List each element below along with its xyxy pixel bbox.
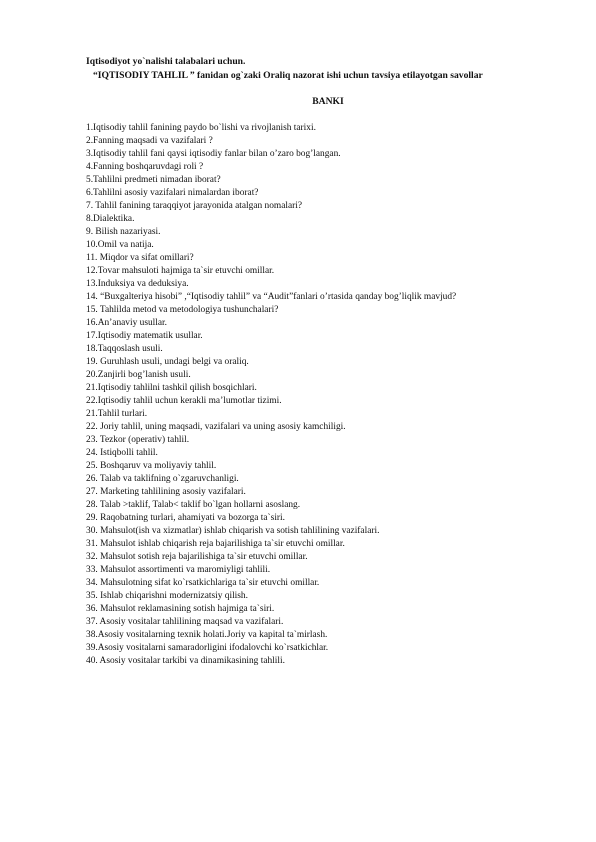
question-item: 14. “Buxgalteriya hisobi” ,“Iqtisodiy tahlil” va “Audit”fanlari o’rtasida qanday bog’liqlik mavjud? — [86, 292, 457, 302]
question-item: 30. Mahsulot(ish va xizmatlar) ishlab chiqarish va sotish tahlilining vazifalari. — [86, 526, 380, 536]
question-item: 33. Mahsulot assortimenti va maromiyligi tahlili. — [86, 565, 271, 575]
question-item: 29. Raqobatning turlari, ahamiyati va bozorga ta`siri. — [86, 513, 285, 523]
question-item: 8.Dialektika. — [86, 214, 135, 224]
question-item: 25. Boshqaruv va moliyaviy tahlil. — [86, 461, 217, 471]
question-item: 37. Asosiy vositalar tahlilining maqsad va vazifalari. — [86, 617, 284, 627]
question-item: 21.Iqtisodiy tahlilni tashkil qilish bosqichlari. — [86, 383, 257, 393]
question-item: 40. Asosiy vositalar tarkibi va dinamikasining tahlili. — [86, 656, 285, 666]
question-item: 22. Joriy tahlil, uning maqsadi, vazifalari va uning asosiy kamchiligi. — [86, 422, 346, 432]
question-item: 22.Iqtisodiy tahlil uchun kerakli ma’lumotlar tizimi. — [86, 396, 282, 406]
question-item: 1.Iqtisodiy tahlil fanining paydo bo`lishi va rivojlanish tarixi. — [86, 123, 316, 133]
question-item: 32. Mahsulot sotish reja bajarilishiga ta`sir etuvchi omillar. — [86, 552, 308, 562]
question-item: 23. Tezkor (operativ) tahlil. — [86, 435, 190, 445]
question-item: 15. Tahlilda metod va metodologiya tushunchalari? — [86, 305, 279, 315]
question-item: 39.Asosiy vositalarni samaradorligini ifodalovchi ko`rsatkichlar. — [86, 643, 329, 653]
question-item: 10.Omil va natija. — [86, 240, 154, 250]
question-item: 5.Tahlilni predmeti nimadan iborat? — [86, 175, 221, 185]
question-item: 36. Mahsulot reklamasining sotish hajmiga ta`siri. — [86, 604, 275, 614]
question-item: 9. Bilish nazariyasi. — [86, 227, 161, 237]
question-item: 20.Zanjirli bog’lanish usuli. — [86, 370, 191, 380]
question-item: 19. Guruhlash usuli, undagi belgi va oraliq. — [86, 357, 249, 367]
question-item: 11. Miqdor va sifat omillari? — [86, 253, 194, 263]
question-item: 18.Taqqoslash usuli. — [86, 344, 163, 354]
document-title: “IQTISODIY TAHLIL ” fanidan og`zaki Oraliq nazorat ishi uchun tavsiya etilayotgan savollar — [93, 70, 483, 81]
question-item: 34. Mahsulotning sifat ko`rsatkichlariga ta`sir etuvchi omillar. — [86, 578, 320, 588]
question-item: 4.Fanning boshqaruvdagi roli ? — [86, 162, 204, 172]
question-item: 12.Tovar mahsuloti hajmiga ta`sir etuvchi omillar. — [86, 266, 275, 276]
question-item: 7. Tahlil fanining taraqqiyot jarayonida atalgan nomalari? — [86, 201, 303, 211]
question-item: 6.Tahlilni asosiy vazifalari nimalardan iborat? — [86, 188, 259, 198]
question-item: 3.Iqtisodiy tahlil fani qaysi iqtisodiy fanlar bilan o’zaro bog’langan. — [86, 149, 341, 159]
document-subtitle: Iqtisodiyot yo`nalishi talabalari uchun. — [86, 56, 246, 67]
question-item: 24. Istiqbolli tahlil. — [86, 448, 158, 458]
question-item: 31. Mahsulot ishlab chiqarish reja bajarilishiga ta`sir etuvchi omillar. — [86, 539, 345, 549]
question-item: 27. Marketing tahlilining asosiy vazifalari. — [86, 487, 246, 497]
question-item: 38.Asosiy vositalarning texnik holati.Joriy va kapital ta`mirlash. — [86, 630, 328, 640]
question-item: 16.An’anaviy usullar. — [86, 318, 167, 328]
question-item: 13.Induksiya va deduksiya. — [86, 279, 189, 289]
question-item: 35. Ishlab chiqarishni modernizatsiy qilish. — [86, 591, 248, 601]
document-title-banki: BANKI — [312, 96, 344, 107]
question-item: 2.Fanning maqsadi va vazifalari ? — [86, 136, 213, 146]
question-item: 21.Tahlil turlari. — [86, 409, 148, 419]
question-item: 28. Talab >taklif, Talab< taklif bo`lgan hollarni asoslang. — [86, 500, 301, 510]
question-item: 26. Talab va taklifning o`zgaruvchanligi. — [86, 474, 239, 484]
question-item: 17.Iqtisodiy matematik usullar. — [86, 331, 203, 341]
question-list — [86, 122, 456, 668]
